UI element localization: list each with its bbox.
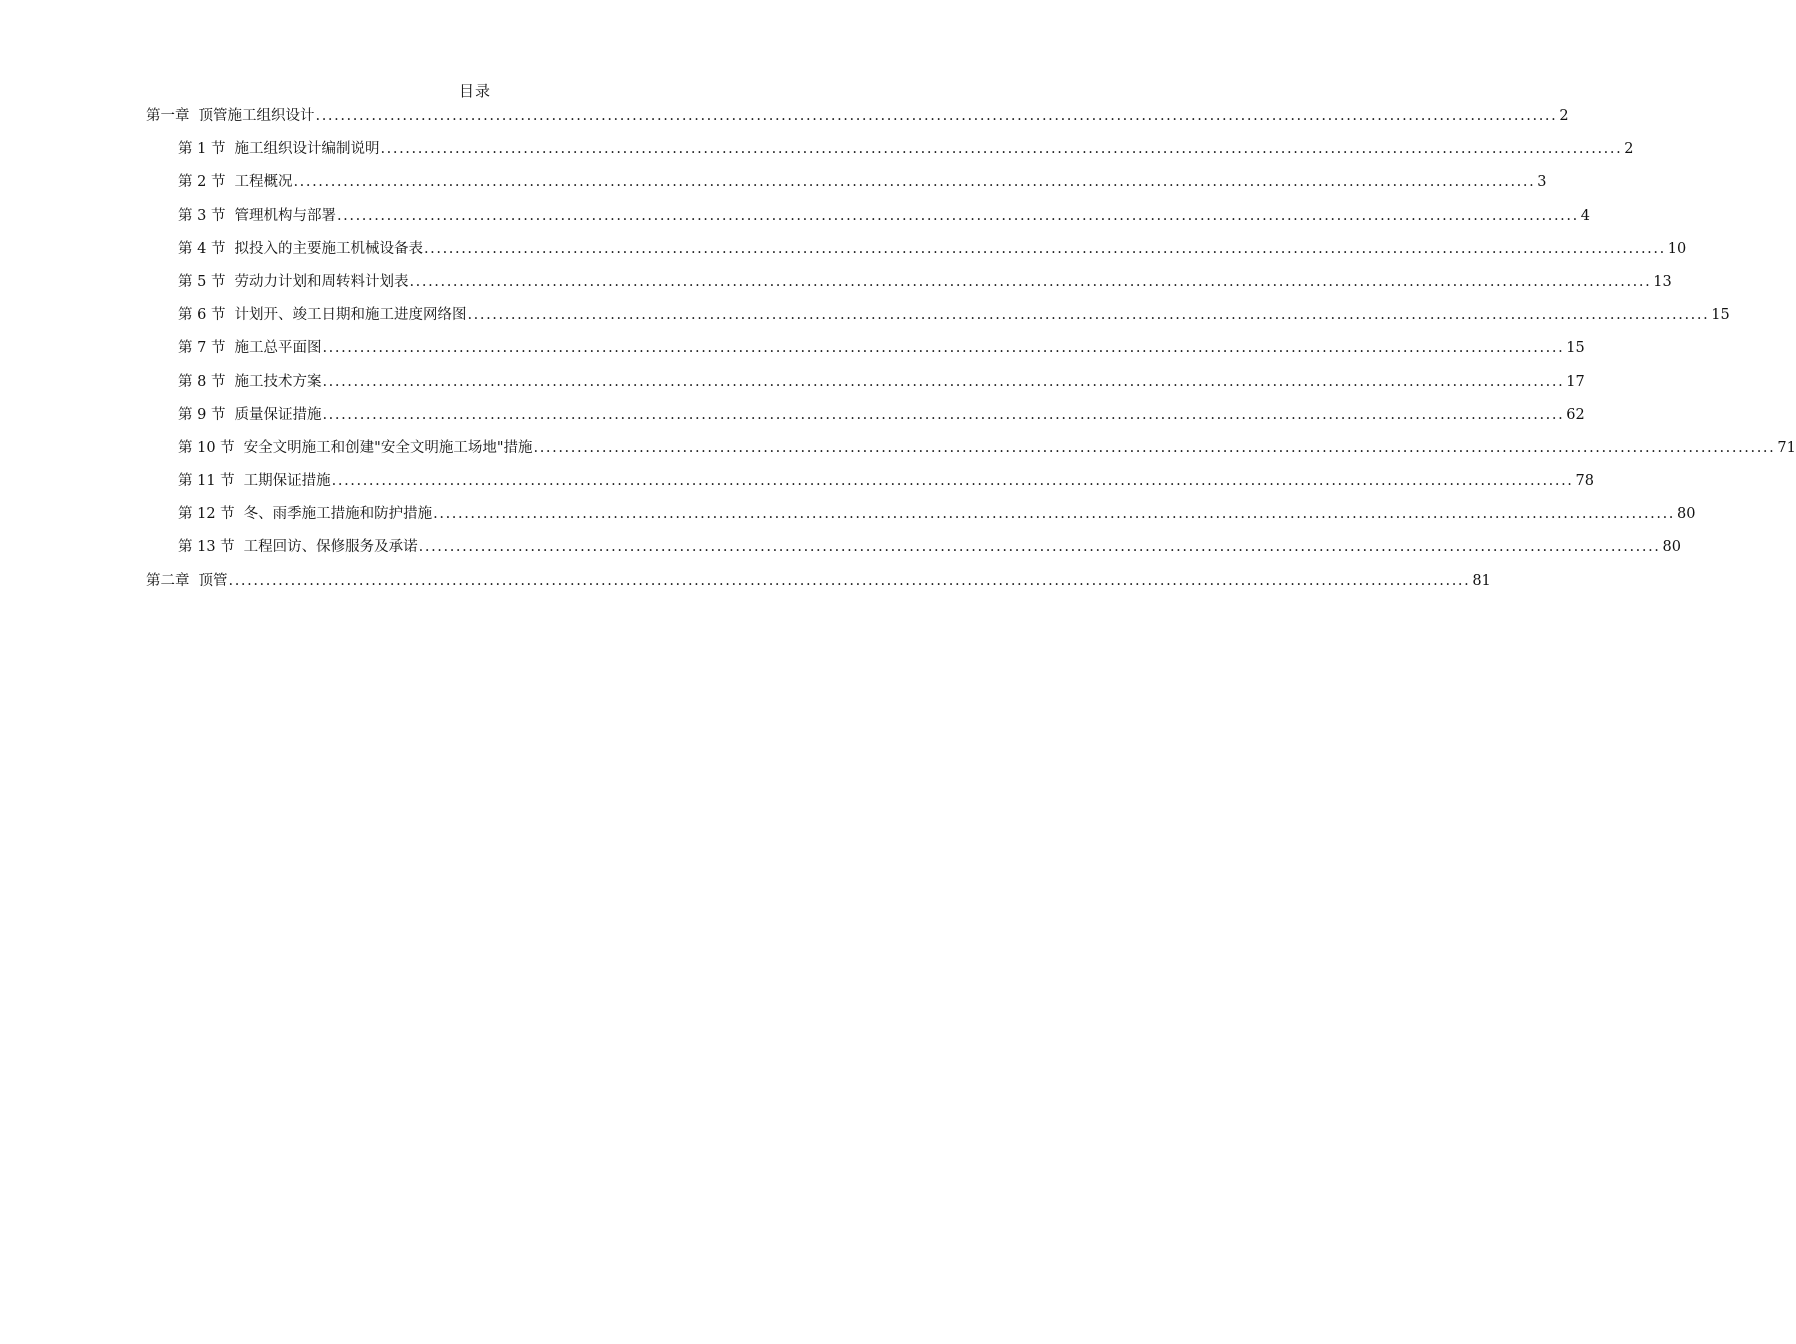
toc-section-entry[interactable]	[146, 171, 1547, 204]
toc-page-number: 80	[1677, 506, 1696, 523]
toc-dot-leader: ........................................................................................................................................................................................................	[409, 273, 1652, 290]
toc-section-entry[interactable]	[146, 138, 1634, 171]
toc-page-number: 62	[1566, 406, 1585, 423]
toc-entry-number: 第 11 节	[178, 473, 235, 490]
toc-dot-leader: ........................................................................................................................................................................................................	[380, 141, 1623, 158]
toc-entry-number: 第 12 节	[178, 506, 235, 523]
toc-entry-number: 第 2 节	[178, 174, 226, 191]
toc-dot-leader: ........................................................................................................................................................................................................	[322, 340, 1565, 357]
toc-entry-title: 施工组织设计编制说明	[234, 141, 380, 158]
toc-entry-label	[178, 536, 418, 558]
toc-section-entry[interactable]	[146, 238, 1687, 271]
toc-page-number: 10	[1667, 240, 1687, 257]
table-of-contents	[146, 105, 1796, 603]
toc-section-entry[interactable]	[146, 304, 1730, 337]
toc-entry-title: 冬、雨季施工措施和防护措施	[243, 506, 433, 523]
toc-entry-label	[178, 437, 533, 459]
toc-entry-label	[178, 337, 321, 359]
toc-title: 目录	[458, 82, 491, 100]
toc-page-number: 81	[1472, 572, 1491, 589]
toc-page-number: 3	[1537, 174, 1547, 191]
toc-entry-title: 质量保证措施	[234, 406, 322, 423]
toc-entry-label	[178, 238, 423, 260]
toc-entry-number: 第 5 节	[178, 273, 226, 290]
toc-entry-title: 施工总平面图	[234, 340, 322, 357]
toc-entry-title: 顶管	[198, 572, 228, 589]
toc-entry-number: 第 9 节	[178, 406, 226, 423]
toc-page-number: 78	[1575, 473, 1594, 490]
toc-page-number: 2	[1559, 108, 1569, 124]
toc-dot-leader: ........................................................................................................................................................................................................	[322, 373, 1565, 390]
toc-page-number: 13	[1653, 273, 1672, 290]
toc-entry-number: 第 3 节	[178, 207, 226, 224]
toc-entry-title: 劳动力计划和周转料计划表	[234, 273, 409, 290]
toc-section-entry[interactable]	[146, 536, 1681, 569]
toc-chapter-entry[interactable]	[146, 570, 1491, 603]
toc-entry-number: 第 10 节	[178, 439, 235, 456]
toc-page-number: 71	[1777, 439, 1796, 456]
toc-entry-label	[178, 404, 321, 426]
toc-dot-leader: ........................................................................................................................................................................................................	[433, 506, 1675, 523]
toc-entry-label	[178, 470, 331, 492]
toc-entry-title: 计划开、竣工日期和施工进度网络图	[234, 307, 467, 324]
toc-entry-title: 工程回访、保修服务及承诺	[243, 539, 418, 556]
toc-entry-label	[178, 371, 321, 393]
toc-section-entry[interactable]	[146, 470, 1594, 503]
toc-entry-number: 第 1 节	[178, 141, 226, 158]
toc-page-number: 4	[1580, 207, 1591, 224]
toc-section-entry[interactable]	[146, 437, 1796, 470]
toc-section-entry[interactable]	[146, 503, 1696, 536]
toc-page-number: 15	[1566, 340, 1585, 357]
toc-section-entry[interactable]	[146, 337, 1585, 370]
toc-entry-label	[178, 138, 379, 160]
toc-section-entry[interactable]	[146, 371, 1585, 404]
toc-page-number: 15	[1711, 307, 1730, 324]
toc-entry-number: 第一章	[146, 108, 190, 124]
toc-dot-leader: ........................................................................................................................................................................................................	[322, 406, 1565, 423]
toc-dot-leader: ........................................................................................................................................................................................................	[467, 307, 1710, 324]
toc-dot-leader: ........................................................................................................................................................................................................	[293, 174, 1536, 191]
toc-entry-title: 管理机构与部署	[234, 207, 336, 224]
toc-entry-label	[178, 503, 432, 525]
toc-entry-title: 顶管施工组织设计	[198, 108, 315, 124]
toc-page-number: 80	[1662, 539, 1681, 556]
toc-page-number: 17	[1566, 373, 1585, 390]
toc-entry-label	[178, 304, 466, 326]
toc-entry-number: 第 8 节	[178, 373, 226, 390]
toc-entry-title: 拟投入的主要施工机械设备表	[234, 240, 423, 257]
toc-page-number: 2	[1624, 141, 1634, 158]
toc-dot-leader: ........................................................................................................................................................................................................	[336, 207, 1579, 224]
toc-dot-leader: ........................................................................................................................................................................................................	[228, 572, 1471, 589]
toc-chapter-entry[interactable]	[146, 105, 1569, 138]
toc-entry-title: 工程概况	[234, 174, 293, 191]
toc-entry-label	[178, 271, 408, 293]
toc-entry-number: 第 7 节	[178, 340, 226, 357]
toc-entry-number: 第 4 节	[178, 240, 226, 257]
toc-entry-title: 安全文明施工和创建"安全文明施工场地"措施	[243, 439, 533, 456]
toc-entry-number: 第 13 节	[178, 539, 235, 556]
toc-entry-label	[146, 570, 228, 592]
toc-dot-leader: ........................................................................................................................................................................................................	[418, 539, 1661, 556]
toc-entry-title: 施工技术方案	[234, 373, 322, 390]
toc-dot-leader: ........................................................................................................................................................................................................	[423, 240, 1666, 257]
toc-entry-label	[178, 171, 292, 193]
toc-dot-leader: ........................................................................................................................................................................................................	[533, 439, 1776, 456]
toc-dot-leader: ........................................................................................................................................................................................................	[315, 108, 1558, 124]
toc-entry-number: 第二章	[146, 572, 190, 589]
toc-entry-number: 第 6 节	[178, 307, 226, 324]
toc-dot-leader: ........................................................................................................................................................................................................	[331, 473, 1574, 490]
toc-section-entry[interactable]	[146, 271, 1672, 304]
toc-entry-label	[178, 205, 336, 227]
toc-section-entry[interactable]	[146, 205, 1591, 238]
toc-entry-label	[146, 105, 315, 127]
toc-entry-title: 工期保证措施	[243, 473, 331, 490]
toc-section-entry[interactable]	[146, 404, 1585, 437]
